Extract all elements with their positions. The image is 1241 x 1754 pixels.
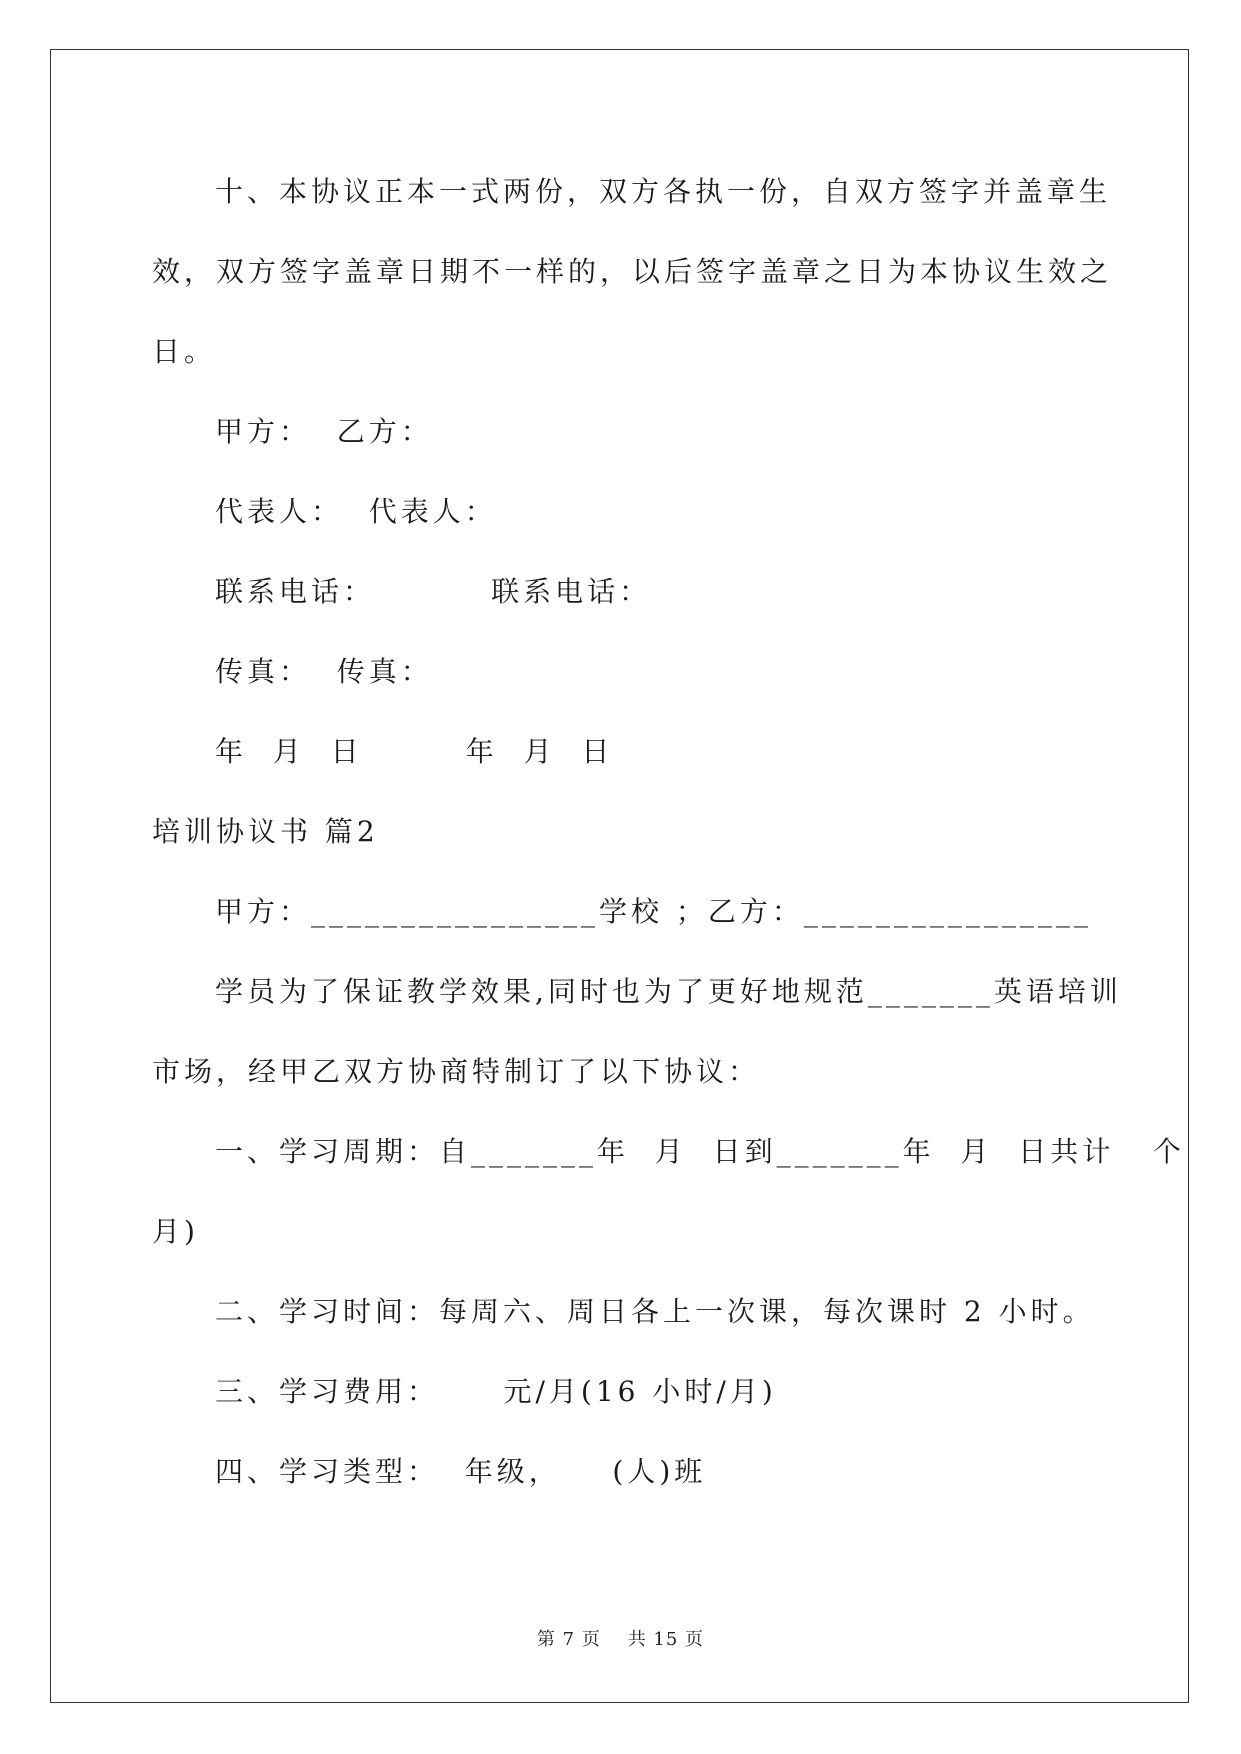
- party-line: 甲方： 乙方：: [215, 415, 433, 448]
- date-line: 年 月 日 年 月 日: [215, 735, 614, 768]
- item-2: 二、学习时间：每周六、周日各上一次课，每次课时 2 小时。: [215, 1295, 1095, 1328]
- clause-10-line-1: 十、本协议正本一式两份，双方各执一份，自双方签字并盖章生: [215, 175, 1112, 208]
- item-1-line-1: 一、学习周期：自_______年 月 日到_______年 月 日共计 个: [215, 1135, 1185, 1168]
- clause-10-line-2: 效，双方签字盖章日期不一样的，以后签字盖章之日为本协议生效之: [152, 255, 1113, 288]
- party-school-line: 甲方：________________学校 ；乙方：________________: [215, 895, 1092, 928]
- item-4: 四、学习类型： 年级， (人)班: [215, 1455, 707, 1488]
- item-1-line-2: 月): [152, 1215, 199, 1248]
- intro-line-1: 学员为了保证教学效果,同时也为了更好地规范_______英语培训: [215, 975, 1122, 1008]
- intro-line-2: 市场，经甲乙双方协商特制订了以下协议：: [152, 1055, 761, 1088]
- representative-line: 代表人： 代表人：: [215, 495, 497, 528]
- phone-line: 联系电话： 联系电话：: [215, 575, 652, 608]
- page-footer: 第 7 页 共 15 页: [536, 1629, 705, 1650]
- section-heading: 培训协议书 篇2: [152, 815, 379, 848]
- clause-10-line-3: 日。: [152, 335, 217, 368]
- fax-line: 传真： 传真：: [215, 655, 433, 688]
- item-3: 三、学习费用： 元/月(16 小时/月): [215, 1375, 777, 1408]
